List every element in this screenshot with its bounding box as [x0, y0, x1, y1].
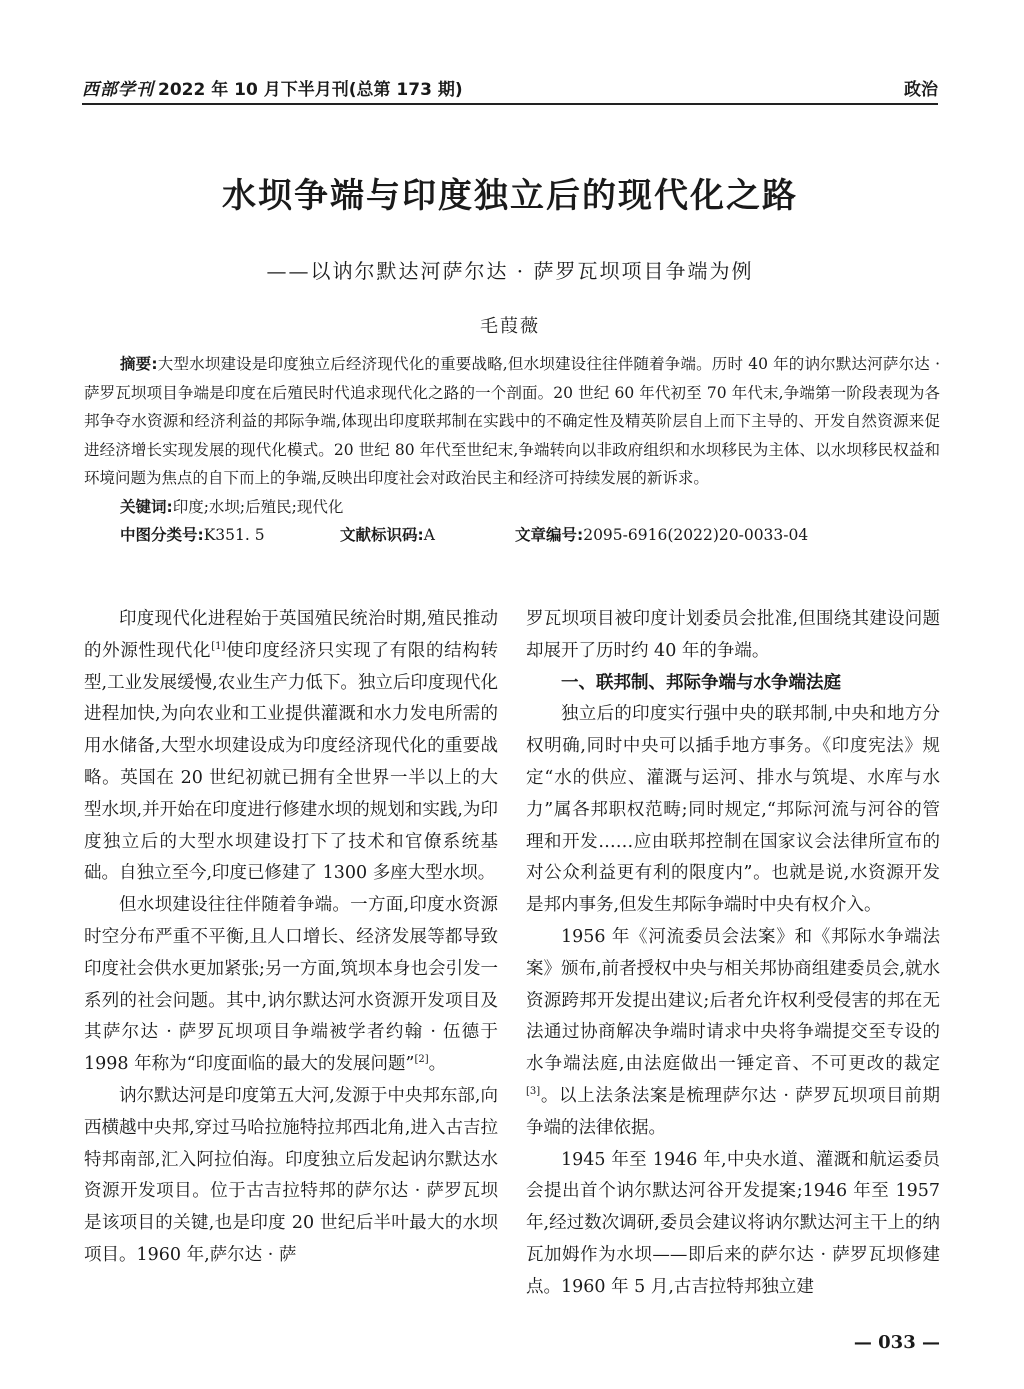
paragraph-text: 使印度经济只实现了有限的结构转型,工业发展缓慢,农业生产力低下。独立后印度现代化进程加快,为向农业和工业提供灌溉和水力发电所需的用水储备,大型水坝建设成为印度经济现代化的重要战略。英国在 20 世纪初就已拥有全世界一半以上的大型水坝,并开始在印度进行修建水坝的规划和实践,为印度独立后的大型水坝建设打下了技术和官僚系统基础。自独立至今,印度已修建了 1300 多座大型水坝。	[84, 640, 498, 884]
abstract-text: 大型水坝建设是印度独立后经济现代化的重要战略,但水坝建设往往伴随着争端。历时 40 年的讷尔默达河萨尔达 · 萨罗瓦坝项目争端是印度在后殖民时代追求现代化之路的一个剖面。20 世纪 60 年代初至 70 年代末,争端第一阶段表现为各邦争夺水资源和经济利益的邦际争端,体现出印度联邦制在实践中的不确定性及精英阶层自上而下主导的、开发自然资源来促进经济增长实现发展的现代化模式。20 世纪 80 年代至世纪末,争端转向以非政府组织和水坝移民为主体、以水坝移民权益和环境问题为焦点的自下而上的争端,反映出印度社会对政治民主和经济可持续发展的新诉求。	[84, 355, 940, 487]
body-paragraph	[526, 922, 940, 1145]
article-subtitle: ——以讷尔默达河萨尔达 · 萨罗瓦坝项目争端为例	[266, 259, 754, 283]
paragraph-text: 但水坝建设往往伴随着争端。一方面,印度水资源时空分布严重不平衡,且人口增长、经济发展等都导致印度社会供水更加紧张;另一方面,筑坝本身也会引发一系列的社会问题。其中,讷尔默达河水资源开发项目及其萨尔达 · 萨罗瓦坝项目争端被学者约翰 · 伍德于 1998 年称为“印度面临的最大的发展问题”	[84, 895, 498, 1075]
doc-code-field	[340, 521, 515, 550]
doc-code-label: 文献标识码:	[340, 526, 424, 544]
journal-logo: 西部学刊	[82, 80, 154, 100]
body-paragraph: 罗瓦坝项目被印度计划委员会批准,但围绕其建设问题却展开了历时约 40 年的争端。	[526, 609, 940, 661]
citation-ref: [1]	[211, 640, 226, 652]
abstract-paragraph	[84, 350, 940, 493]
running-header	[82, 72, 938, 105]
body-paragraph: 独立后的印度实行强中央的联邦制,中央和地方分权明确,同时中央可以插手地方事务。《印度宪法》规定“水的供应、灌溉与运河、排水与筑堤、水库与水力”属各邦职权范畴;同时规定,“邦际河流与河谷的管理和开发……应由联邦控制在国家议会法律所宣布的对公众利益更有利的限度内”。也就是说,水资源开发是邦内事务,但发生邦际争端时中央有权介入。	[526, 704, 940, 916]
paragraph-text: 。	[428, 1054, 447, 1075]
article-no-field	[515, 521, 808, 550]
article-title: 水坝争端与印度独立后的现代化之路	[222, 176, 798, 216]
keywords-label: 关键词:	[120, 497, 173, 516]
clc-field	[120, 521, 340, 550]
body-paragraph: 1945 年至 1946 年,中央水道、灌溉和航运委员会提出首个讷尔默达河谷开发提案;1946 年至 1957 年,经过数次调研,委员会建议将讷尔默达河主干上的纳瓦加姆作为水坝——即后来的萨尔达 · 萨罗瓦坝修建点。1960 年 5 月,古吉拉特邦独立建	[526, 1149, 940, 1297]
doc-code-value: A	[423, 526, 435, 544]
right-column	[526, 604, 940, 1297]
header-left	[82, 75, 463, 100]
classification-row	[84, 521, 940, 550]
paragraph-text: 印度现代化进程始于英国殖民统治时期,殖民推动的外源性现代化	[84, 609, 498, 661]
article-no-label: 文章编号:	[515, 526, 584, 544]
clc-label: 中图分类号:	[120, 526, 204, 544]
keywords-line	[84, 493, 940, 522]
body-paragraph	[84, 890, 498, 1081]
page-number: — 033 —	[853, 1332, 940, 1353]
abstract-block	[84, 350, 940, 550]
body-paragraph	[84, 604, 498, 890]
body-columns	[84, 604, 940, 1297]
article-author: 毛葭薇	[480, 316, 540, 337]
section-name: 政治	[904, 80, 938, 100]
issue-info: 2022 年 10 月下半月刊(总第 173 期)	[158, 80, 463, 100]
left-column	[84, 604, 498, 1294]
citation-ref: [3]	[526, 1086, 541, 1098]
body-paragraph: 讷尔默达河是印度第五大河,发源于中央邦东部,向西横越中央邦,穿过马哈拉施特拉邦西北角,进入古吉拉特邦南部,汇入阿拉伯海。印度独立后发起讷尔默达水资源开发项目。位于古吉拉特邦的萨尔达 · 萨罗瓦坝是该项目的关键,也是印度 20 世纪后半叶最大的水坝项目。1960 年,萨尔达 · 萨	[84, 1085, 498, 1265]
citation-ref: [2]	[414, 1054, 429, 1066]
paragraph-text: 1956 年《河流委员会法案》和《邦际水争端法案》颁布,前者授权中央与相关邦协商组建委员会,就水资源跨邦开发提出建议;后者允许权利受侵害的邦在无法通过协商解决争端时请求中央将争端提交至专设的水争端法庭,由法庭做出一锤定音、不可更改的裁定	[526, 926, 940, 1075]
section-heading: 一、联邦制、邦际争端与水争端法庭	[561, 672, 841, 693]
abstract-label: 摘要:	[120, 355, 158, 373]
clc-value: K351. 5	[203, 526, 265, 544]
keywords-text: 印度;水坝;后殖民;现代化	[172, 497, 344, 516]
paragraph-text: 。以上法条法案是梳理萨尔达 · 萨罗瓦坝项目前期争端的法律依据。	[526, 1085, 940, 1138]
article-no-value: 2095-6916(2022)20-0033-04	[583, 526, 809, 544]
